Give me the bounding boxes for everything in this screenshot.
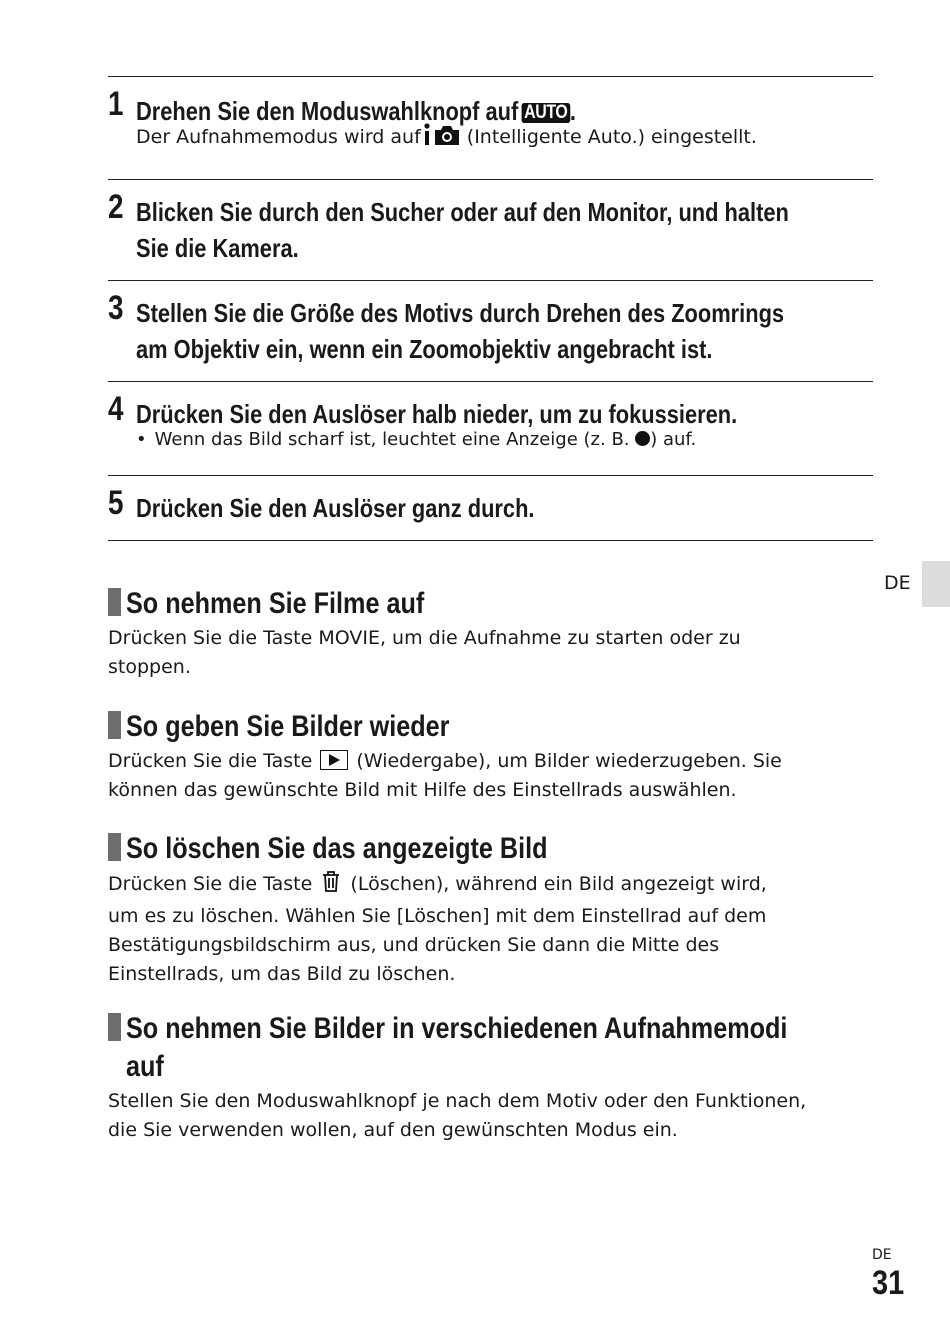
body-line: Drücken Sie die Taste MOVIE, um die Aufnahme zu starten oder zu	[108, 627, 741, 649]
trash-icon	[320, 869, 342, 902]
title-line: auf	[126, 1050, 164, 1083]
section-body	[108, 624, 888, 682]
step-body-pre: Der Aufnahmemodus wird auf	[136, 126, 421, 148]
section-title	[126, 1010, 882, 1086]
body-line: (Löschen), während ein Bild angezeigt wird,	[350, 873, 767, 895]
section-movies	[108, 585, 888, 682]
step-number: 4	[108, 390, 124, 428]
step-title-line1: Stellen Sie die Größe des Motivs durch Drehen des Zoomrings	[136, 298, 785, 328]
heading-bar	[108, 588, 121, 616]
section-title: So nehmen Sie Filme auf	[126, 587, 425, 620]
heading-bar	[108, 711, 121, 739]
body-line: stoppen.	[108, 656, 191, 678]
footer-language: DE	[872, 1247, 892, 1263]
step-title-line2: Sie die Kamera.	[136, 233, 299, 263]
step-1	[108, 76, 873, 179]
section-heading	[108, 1010, 888, 1086]
auto-mode-badge: AUTO	[522, 103, 570, 123]
section-body	[108, 1087, 888, 1145]
section-title: So löschen Sie das angezeigte Bild	[126, 832, 548, 865]
step-title-line2: am Objektiv ein, wenn ein Zoomobjektiv angebracht ist.	[136, 334, 713, 364]
section-playback	[108, 708, 888, 805]
page-number: 31	[872, 1264, 905, 1302]
step-2	[108, 179, 873, 280]
section-delete	[108, 830, 888, 989]
playback-icon	[320, 750, 348, 770]
step-title	[136, 180, 875, 266]
step-5	[108, 475, 873, 541]
section-body	[108, 869, 888, 989]
step-body-post: (Intelligente Auto.) eingestellt.	[466, 126, 757, 148]
body-line: (Wiedergabe), um Bilder wiederzugeben. Sie	[356, 750, 782, 772]
step-bullet-pre: Wenn das Bild scharf ist, leuchtet eine Anzeige (z. B.	[154, 429, 630, 450]
step-title	[136, 281, 875, 367]
step-bullet-post: ) auf.	[650, 429, 697, 450]
section-modes	[108, 1010, 888, 1145]
step-title-line1: Blicken Sie durch den Sucher oder auf den Monitor, und halten	[136, 197, 789, 227]
section-heading	[108, 708, 888, 746]
title-line: So nehmen Sie Bilder in verschiedenen Aufnahmemodi	[126, 1012, 788, 1045]
heading-bar	[108, 833, 121, 861]
body-line: können das gewünschte Bild mit Hilfe des Einstellrads auswählen.	[108, 779, 737, 801]
step-title-text: Drehen Sie den Moduswahlknopf auf	[136, 96, 519, 126]
step-4	[108, 381, 873, 475]
step-title: Drücken Sie den Auslöser halb nieder, um zu fokussieren.	[136, 399, 738, 429]
section-title: So geben Sie Bilder wieder	[126, 710, 450, 743]
step-3	[108, 280, 873, 381]
body-line: die Sie verwenden wollen, auf den gewünschten Modus ein.	[108, 1119, 678, 1141]
step-number: 3	[108, 289, 124, 327]
side-tab-label: DE	[884, 572, 911, 594]
section-body	[108, 747, 888, 805]
section-heading	[108, 585, 888, 623]
body-line: Drücken Sie die Taste	[108, 750, 313, 772]
section-heading	[108, 830, 888, 868]
step-number: 2	[108, 188, 124, 226]
body-line: Stellen Sie den Moduswahlknopf je nach dem Motiv oder den Funktionen,	[108, 1090, 807, 1112]
body-line: Einstellrads, um das Bild zu löschen.	[108, 963, 456, 985]
body-line: Drücken Sie die Taste	[108, 873, 313, 895]
step-number: 1	[108, 85, 124, 123]
step-number: 5	[108, 484, 124, 522]
body-line: Bestätigungsbildschirm aus, und drücken Sie dann die Mitte des	[108, 934, 720, 956]
body-line: um es zu löschen. Wählen Sie [Löschen] mit dem Einstellrad auf dem	[108, 905, 767, 927]
step-title	[136, 77, 875, 129]
bullet-icon: •	[136, 429, 147, 450]
side-tab	[922, 561, 950, 607]
step-title-end: .	[569, 96, 576, 126]
step-title: Drücken Sie den Auslöser ganz durch.	[136, 493, 535, 523]
heading-bar	[108, 1013, 121, 1041]
focus-dot-icon	[635, 431, 650, 446]
steps-list	[108, 76, 873, 541]
